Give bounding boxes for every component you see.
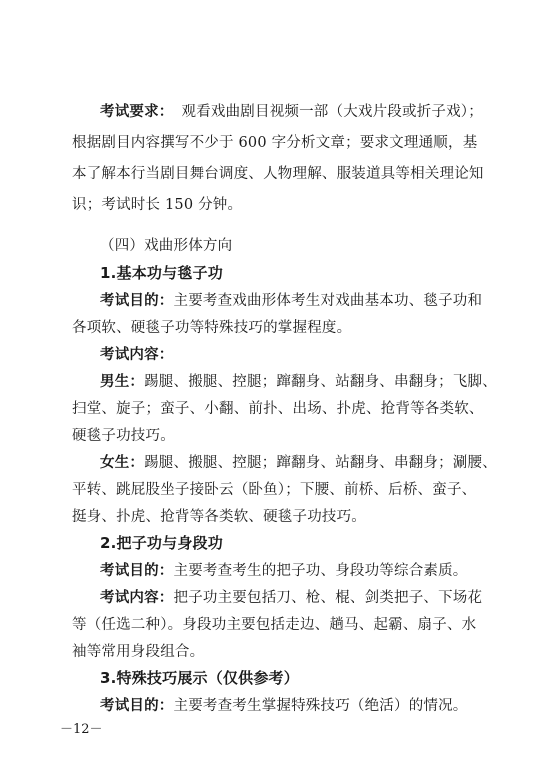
purpose-line2: 各项软、硬毯子功等特殊技巧的掌握程度。: [72, 320, 352, 336]
female-text: 踢腿、搬腿、控腿；蹿翻身、站翻身、串翻身；涮腰、: [144, 455, 497, 471]
exam-requirement-label: 考试要求：: [100, 104, 174, 120]
content2-label: 考试内容：: [100, 590, 174, 606]
exam-requirement-line4: 识；考试时长 150 分钟。: [72, 197, 243, 213]
male-line3: 硬毯子功技巧。: [72, 428, 175, 444]
purpose-label: 考试目的：: [100, 293, 174, 309]
male-line2: 扫堂、旋子；蛮子、小翻、前扑、出场、扑虎、抢背等各类软、: [72, 401, 484, 417]
content-label: 考试内容：: [100, 347, 174, 363]
male-line1: [100, 370, 497, 391]
female-line3: 挺身、扑虎、抢背等各类软、硬毯子功技巧。: [72, 509, 366, 525]
purpose3-text: 主要考查考生掌握特殊技巧（绝活）的情况。: [173, 698, 468, 714]
section-heading-4: （四）戏曲形体方向: [100, 238, 233, 254]
subsection-title-2: 2.把子功与身段功: [100, 534, 223, 552]
female-line1: [100, 451, 497, 472]
content2-text: 把子功主要包括刀、枪、棍、剑类把子、下场花: [173, 590, 483, 606]
content2-line3: 袖等常用身段组合。: [72, 644, 205, 660]
purpose3-line: [100, 694, 468, 715]
exam-requirement-text: 观看戏曲剧目视频一部（大戏片段或折子戏）；: [181, 104, 483, 120]
female-line2: 平转、跳屁股坐子接卧云（卧鱼）；下腰、前桥、后桥、蛮子、: [72, 482, 477, 498]
exam-requirement-line3: 本了解本行当剧目舞台调度、人物理解、服装道具等相关理论知: [72, 166, 484, 182]
content2-line1: [100, 586, 482, 607]
subsection-title-3: 3.特殊技巧展示（仅供参考）: [100, 669, 299, 687]
male-text: 踢腿、搬腿、控腿；蹿翻身、站翻身、串翻身；飞脚、: [144, 374, 497, 390]
purpose-line1: [100, 289, 482, 310]
male-label: 男生：: [100, 374, 145, 390]
page-number: －12－: [60, 722, 103, 737]
subsection-title-1: 1.基本功与毯子功: [100, 264, 223, 282]
female-label: 女生：: [100, 455, 145, 471]
purpose-text: 主要考查戏曲形体考生对戏曲基本功、毯子功和: [173, 293, 483, 309]
purpose3-label: 考试目的：: [100, 698, 174, 714]
purpose2-line: [100, 559, 468, 580]
purpose2-label: 考试目的：: [100, 563, 174, 579]
exam-requirement-line2: 根据剧目内容撰写不少于 600 字分析文章；要求文理通顺，基: [72, 135, 478, 151]
purpose2-text: 主要考查考生的把子功、身段功等综合素质。: [173, 563, 468, 579]
exam-requirement-line1: [100, 100, 483, 121]
content2-line2: 等（任选二种）。身段功主要包括走边、趟马、起霸、扇子、水: [72, 617, 477, 633]
